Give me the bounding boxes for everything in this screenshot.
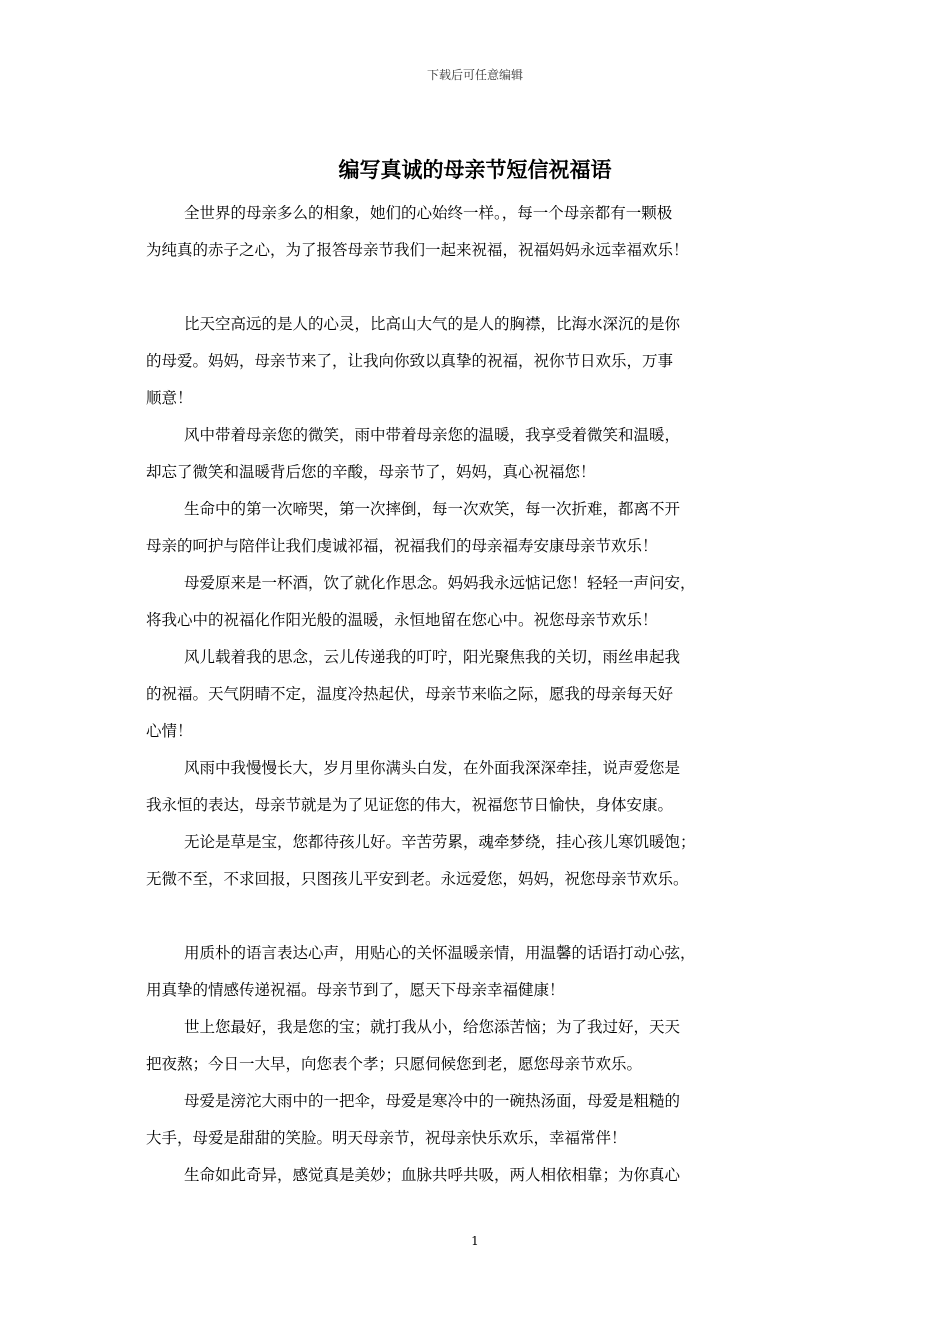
paragraph-line: 母亲的呵护与陪伴让我们虔诚祁福，祝福我们的母亲福寿安康母亲节欢乐！ [146, 537, 658, 555]
paragraph [146, 824, 818, 898]
page-number: 1 [471, 1234, 479, 1248]
paragraph [146, 1009, 818, 1083]
page-header-note: 下载后可任意编辑 [426, 68, 523, 82]
paragraph-line: 我永恒的表达，母亲节就是为了见证您的伟大，祝福您节日愉快，身体安康。 [146, 796, 674, 814]
paragraph-line: 生命如此奇异，感觉真是美妙；血脉共呼共吸，两人相依相靠；为你真心 [184, 1166, 681, 1184]
paragraph-gap [146, 269, 818, 306]
paragraph-line: 世上您最好，我是您的宝；就打我从小，给您添苦恼；为了我过好，天天 [184, 1018, 681, 1036]
paragraph [146, 306, 818, 417]
paragraph-line: 将我心中的祝福化作阳光般的温暖，永恒地留在您心中。祝您母亲节欢乐！ [146, 611, 658, 629]
document-title: 编写真诚的母亲节短信祝福语 [338, 157, 612, 182]
paragraph-line: 生命中的第一次啼哭，第一次摔倒，每一次欢笑，每一次折难，都离不开 [184, 500, 681, 518]
paragraph-line: 的母爱。妈妈，母亲节来了，让我向你致以真挚的祝福，祝你节日欢乐，万事 [146, 352, 674, 370]
paragraph-line: 母爱是滂沱大雨中的一把伞，母爱是寒冷中的一碗热汤面，母爱是粗糙的 [184, 1092, 681, 1110]
paragraph [146, 491, 818, 565]
paragraph-line: 风儿载着我的思念，云儿传递我的叮咛，阳光聚焦我的关切，雨丝串起我 [184, 648, 681, 666]
paragraph-line: 全世界的母亲多么的相象，她们的心始终一样。，每一个母亲都有一颗极 [184, 204, 673, 222]
paragraph-line: 用质朴的语言表达心声，用贴心的关怀温暖亲情，用温馨的话语打动心弦， [184, 944, 696, 962]
paragraph-line: 心情！ [146, 722, 193, 740]
paragraph [146, 750, 818, 824]
paragraph [146, 1083, 818, 1157]
paragraph [146, 639, 818, 750]
paragraph-line: 母爱原来是一杯酒，饮了就化作思念。妈妈我永远惦记您！轻轻一声问安， [184, 574, 696, 592]
paragraph-line: 用真挚的情感传递祝福。母亲节到了，愿天下母亲幸福健康！ [146, 981, 565, 999]
paragraph-line: 风雨中我慢慢长大，岁月里你满头白发，在外面我深深牵挂，说声爱您是 [184, 759, 681, 777]
document-body [146, 195, 818, 1194]
paragraph-line: 无微不至，不求回报，只图孩儿平安到老。永远爱您，妈妈，祝您母亲节欢乐。 [146, 870, 689, 888]
paragraph-line: 把夜熬；今日一大早，向您表个孝；只愿伺候您到老，愿您母亲节欢乐。 [146, 1055, 643, 1073]
paragraph-line: 的祝福。天气阴晴不定，温度冷热起伏，母亲节来临之际，愿我的母亲每天好 [146, 685, 674, 703]
paragraph [146, 565, 818, 639]
paragraph-line: 为纯真的赤子之心，为了报答母亲节我们一起来祝福，祝福妈妈永远幸福欢乐！ [146, 241, 689, 259]
paragraph-gap [146, 898, 818, 935]
paragraph-line: 却忘了微笑和温暖背后您的辛酸，母亲节了，妈妈，真心祝福您！ [146, 463, 596, 481]
paragraph-line: 比天空高远的是人的心灵，比高山大气的是人的胸襟，比海水深沉的是你 [184, 315, 681, 333]
paragraph [146, 195, 818, 269]
paragraph-line: 顺意！ [146, 389, 193, 407]
paragraph [146, 935, 818, 1009]
paragraph [146, 1157, 818, 1194]
paragraph [146, 417, 818, 491]
paragraph-line: 风中带着母亲您的微笑，雨中带着母亲您的温暖，我享受着微笑和温暖， [184, 426, 681, 444]
paragraph-line: 大手，母爱是甜甜的笑脸。明天母亲节，祝母亲快乐欢乐，幸福常伴！ [146, 1129, 627, 1147]
paragraph-line: 无论是草是宝，您都待孩儿好。辛苦劳累，魂牵梦绕，挂心孩儿寒饥暖饱； [184, 833, 696, 851]
